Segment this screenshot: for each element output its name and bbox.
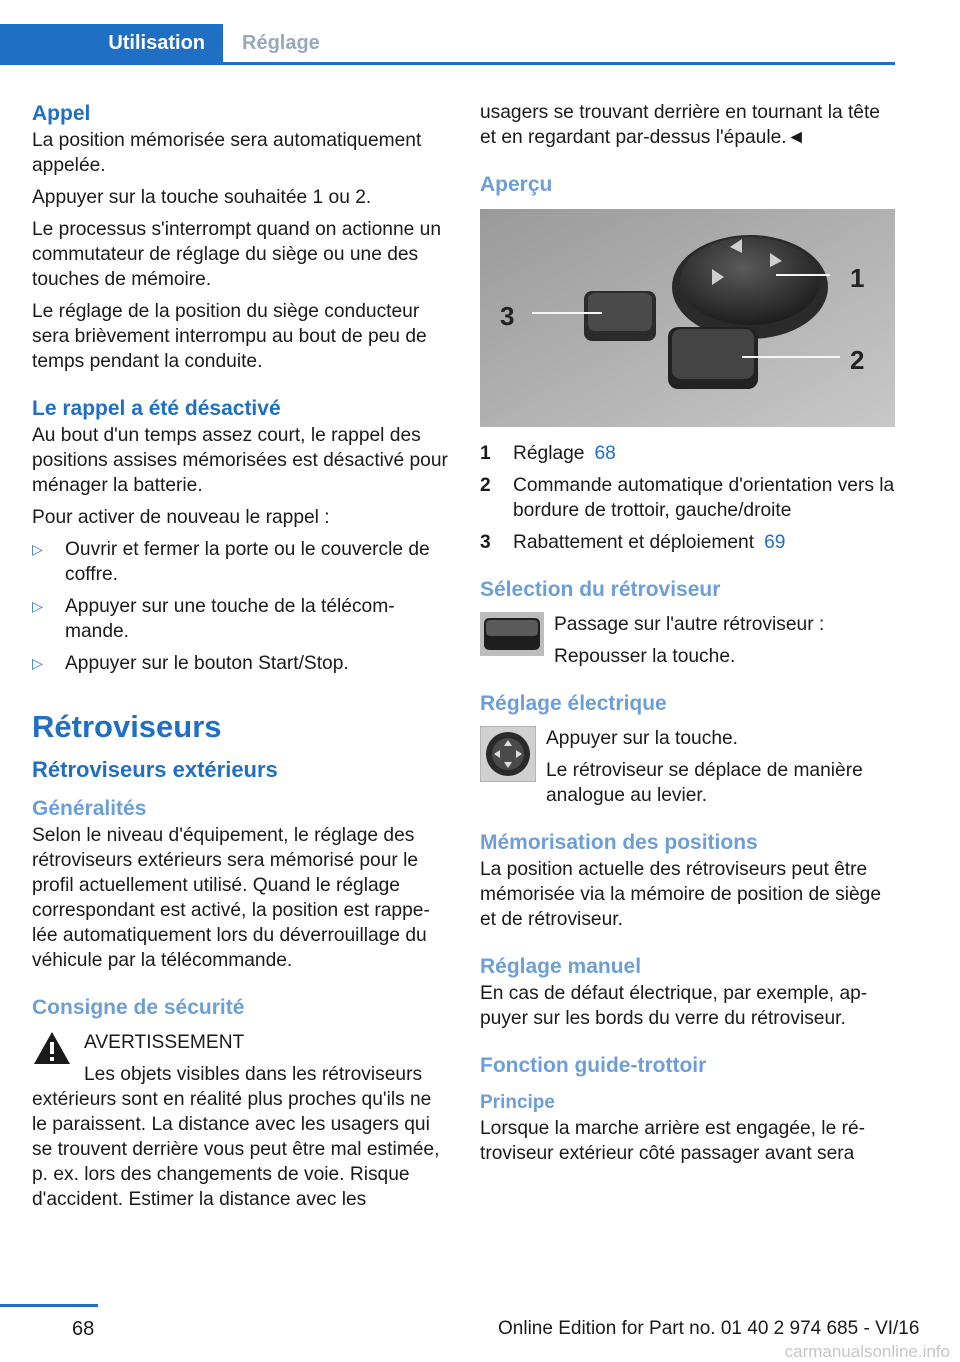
page-ref-link[interactable]: 69 (764, 532, 786, 553)
paragraph: Le processus s'interrompt quand on actionne un commutateur de réglage du siège ou une des touches de mémoire. (32, 219, 441, 290)
legend-item: 1 Réglage 68 (480, 443, 616, 464)
heading-reglage-manuel: Réglage manuel (480, 955, 642, 978)
paragraph: Le réglage de la position du siège conducteur sera brièvement interrompu au bout de peu de temps pendant la conduite. (32, 301, 427, 372)
electric-block (480, 726, 897, 815)
list-item: ▷ Ouvrir et fermer la porte ou le couvercle de coffre. (32, 539, 430, 585)
heading-rappel: Le rappel a été désactivé (32, 397, 281, 420)
heading-guide-trottoir: Fonction guide-trottoir (480, 1054, 707, 1077)
warning-triangle-icon (32, 1030, 72, 1066)
selection-block (480, 612, 897, 676)
paragraph: Appuyer sur la touche. (546, 728, 738, 749)
paragraph: Appuyer sur la touche souhaitée 1 ou 2. (32, 187, 372, 208)
mirror-switch-button-icon (480, 612, 544, 656)
list-item: ▷ Appuyer sur le bouton Start/Stop. (32, 653, 349, 674)
legend-item: 3 Rabattement et déploiement 69 (480, 532, 786, 553)
paragraph: En cas de défaut électrique, par exemple, appuyer sur les bords du verre du rétroviseur. (480, 983, 868, 1029)
figure-label-1: 1 (850, 263, 865, 293)
right-column (480, 100, 897, 1173)
paragraph: usagers se trouvant derrière en tournant la tête et en regardant par-dessus l'épaule.◄ (480, 102, 880, 148)
page-ref-link[interactable]: 68 (594, 443, 616, 464)
paragraph: Les objets visibles dans les rétroviseurs (84, 1064, 423, 1085)
warning-label: AVERTISSEMENT (84, 1032, 245, 1053)
triangle-bullet-icon: ▷ (32, 598, 43, 614)
header-tabs (0, 24, 895, 65)
paragraph: Repousser la touche. (554, 646, 736, 667)
paragraph: Pour activer de nouveau le rappel : (32, 507, 330, 528)
mirror-control-photo (480, 209, 895, 427)
heading-retroviseurs-exterieurs: Rétroviseurs extérieurs (32, 757, 278, 782)
legend-item: 2 Commande automatique d'orientation vers la bordure de trottoir, gauche/droite (480, 475, 895, 521)
paragraph: Passage sur l'autre rétroviseur : (554, 614, 825, 635)
paragraph: La position actuelle des rétroviseurs peut être mémorisée via la mémoire de position de siège et de rétroviseur. (480, 859, 881, 930)
paragraph: Lorsque la marche arrière est engagée, le rétroviseur extérieur côté passager avant sera (480, 1118, 866, 1164)
edition-text: Online Edition for Part no. 01 40 2 974 685 - VI/16 (498, 1318, 920, 1339)
figure-label-3: 3 (500, 301, 515, 331)
triangle-bullet-icon: ▷ (32, 541, 43, 557)
figure-label-2: 2 (850, 345, 865, 375)
paragraph: extérieurs sont en réalité plus proches qu'ils ne le paraissent. La distance avec les usagers qui se trouvent derrière vous peut être mal estimée, p. ex. lors des changements de voie. Risque d'accident. Estimer la distance avec les (32, 1089, 440, 1210)
page-number: 68 (72, 1318, 95, 1340)
heading-memorisation: Mémorisation des positions (480, 831, 758, 854)
heading-consigne-securite: Consigne de sécurité (32, 996, 245, 1019)
left-column (32, 100, 449, 1219)
heading-generalites: Généralités (32, 797, 147, 820)
paragraph: Selon le niveau d'équipement, le réglage des rétroviseurs extérieurs sera mémorisé pour le profil actuellement utilisé. Quand le réglage correspondant est activé, la position est rappelée automatiquement lors du déverrouillage du véhicule par la télécommande. (32, 825, 430, 971)
heading-selection: Sélection du rétroviseur (480, 578, 721, 601)
footer-divider (0, 1304, 98, 1307)
heading-reglage-electrique: Réglage électrique (480, 692, 667, 715)
tab-reglage[interactable]: Réglage (242, 32, 320, 54)
watermark: carmanualsonline.info (784, 1342, 950, 1361)
paragraph: Au bout d'un temps assez court, le rappel des positions assises mémorisées est désactivé pour ménager la batterie. (32, 425, 448, 496)
triangle-bullet-icon: ▷ (32, 655, 43, 671)
heading-principe: Principe (480, 1092, 555, 1113)
mirror-joystick-icon (480, 726, 536, 782)
heading-apercu: Aperçu (480, 173, 553, 196)
heading-appel: Appel (32, 102, 91, 125)
paragraph: Le rétroviseur se déplace de manière analogue au levier. (546, 760, 863, 806)
warning-block (32, 1030, 449, 1087)
paragraph: La position mémorisée sera automatiquement appelée. (32, 130, 422, 176)
heading-retroviseurs: Rétroviseurs (32, 709, 222, 744)
list-item: ▷ Appuyer sur une touche de la télécommande. (32, 596, 395, 642)
tab-utilisation[interactable]: Utilisation (0, 24, 223, 62)
